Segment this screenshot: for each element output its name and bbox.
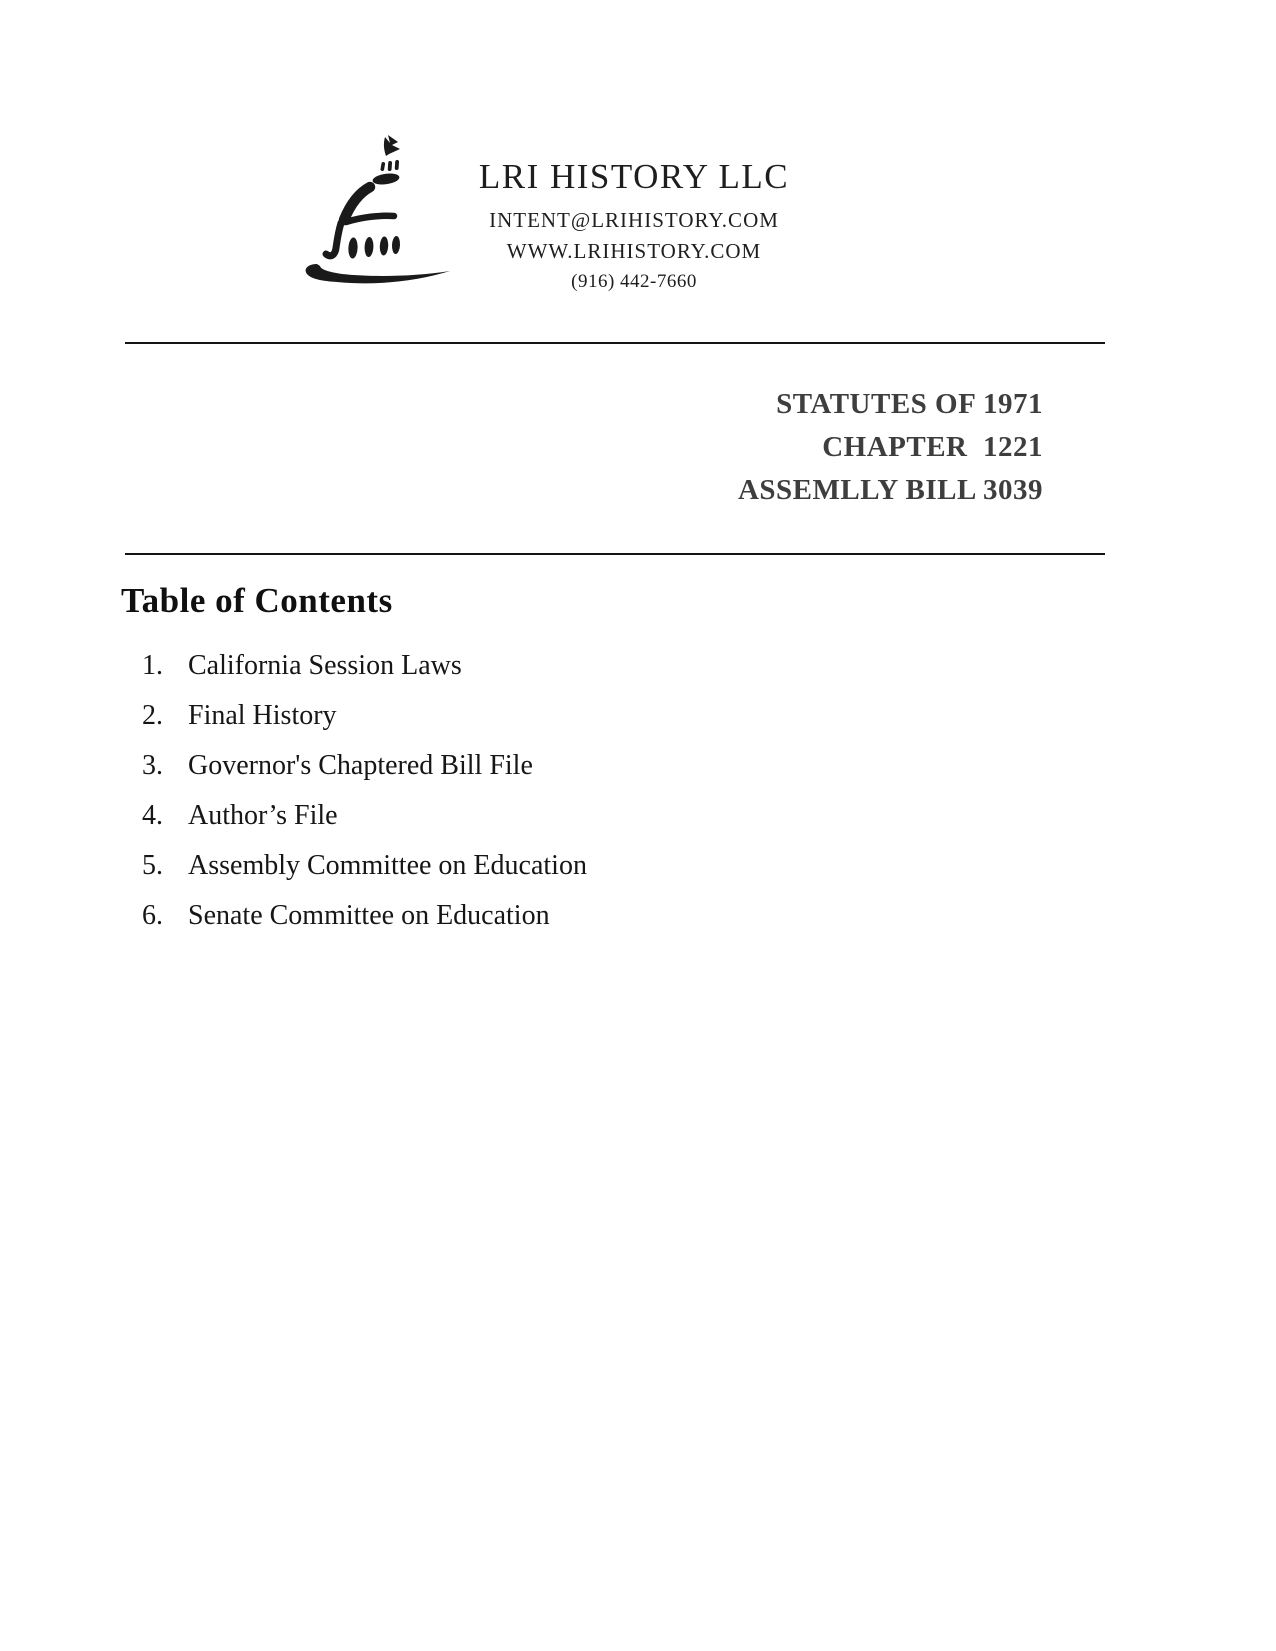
contact-email: INTENT@LRIHISTORY.COM	[489, 208, 779, 232]
toc-item-label: Author’s File	[188, 800, 338, 831]
toc-item-number: 4.	[142, 800, 163, 831]
company-name: LRI HISTORY LLC	[478, 157, 790, 196]
statute-line-1: STATUTES OF 1971	[776, 388, 1043, 420]
toc-list	[142, 648, 842, 948]
toc-item	[142, 798, 842, 848]
toc-item-label: California Session Laws	[188, 650, 462, 681]
toc-item	[142, 898, 842, 948]
horizontal-rule-bottom	[125, 553, 1105, 555]
statute-reference-block	[738, 383, 1043, 512]
toc-title: Table of Contents	[121, 581, 393, 620]
contact-phone: (916) 442-7660	[571, 271, 697, 292]
toc-item-label: Senate Committee on Education	[188, 900, 550, 931]
toc-item	[142, 698, 842, 748]
toc-item-number: 3.	[142, 750, 163, 781]
capitol-dome-logo-icon	[292, 124, 454, 288]
toc-item-label: Final History	[188, 700, 337, 731]
toc-item	[142, 848, 842, 898]
statute-line-2: CHAPTER 1221	[822, 431, 1043, 463]
toc-item-label: Governor's Chaptered Bill File	[188, 750, 533, 781]
contact-website: WWW.LRIHISTORY.COM	[506, 239, 762, 263]
toc-item-label: Assembly Committee on Education	[188, 850, 587, 881]
toc-item	[142, 648, 842, 698]
toc-item-number: 6.	[142, 900, 163, 931]
toc-item-number: 2.	[142, 700, 163, 731]
horizontal-rule-top	[125, 342, 1105, 344]
letterhead	[456, 156, 812, 297]
toc-item	[142, 748, 842, 798]
statute-line-3: ASSEMLLY BILL 3039	[737, 474, 1043, 506]
toc-item-number: 1.	[142, 650, 163, 681]
toc-item-number: 5.	[142, 850, 163, 881]
